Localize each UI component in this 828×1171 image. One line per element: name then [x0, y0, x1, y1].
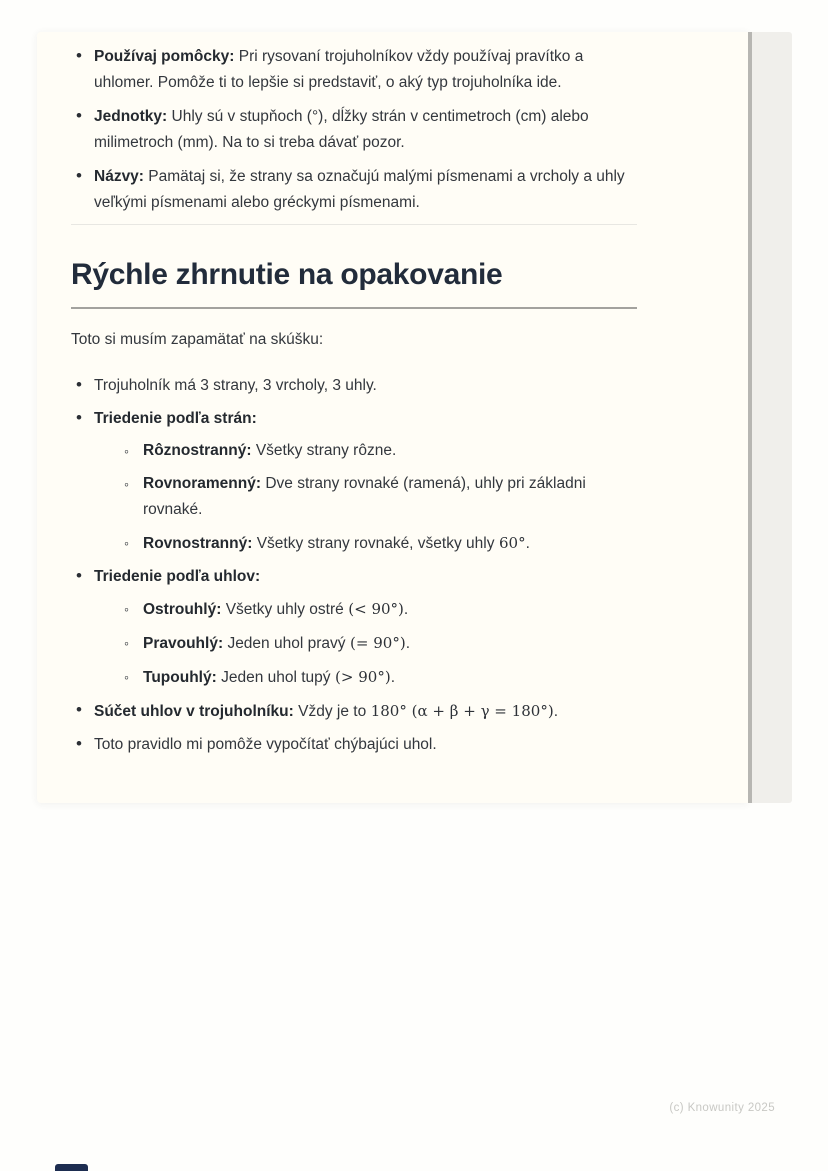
- list-item: [120, 471, 637, 523]
- section-divider: [71, 224, 637, 225]
- list-item: [120, 596, 637, 623]
- list-item: [120, 530, 637, 557]
- item-lead: Triedenie podľa uhlov:: [94, 568, 261, 585]
- page-title: Rýchle zhrnutie na opakovanie: [71, 258, 503, 291]
- item-text: .: [553, 703, 559, 720]
- item-lead: Ostrouhlý:: [143, 601, 222, 618]
- item-lead: Tupouhlý:: [143, 669, 217, 686]
- bottom-left-indicator[interactable]: [55, 1164, 88, 1171]
- item-text: Dve strany rovnaké (ramená), uhly pri základni rovnaké.: [143, 475, 586, 518]
- list-item: [71, 373, 637, 399]
- item-text: Pri rysovaní trojuholníkov vždy používaj pravítko a uhlomer. Pomôže ti to lepšie si predstaviť, o aký typ trojuholníka ide.: [94, 48, 584, 91]
- item-text: Všetky uhly ostré: [225, 601, 344, 618]
- math-expression: (< 90°): [348, 600, 404, 618]
- item-lead: Názvy:: [94, 168, 144, 185]
- item-text: Trojuholník má 3 strany, 3 vrcholy, 3 uhly.: [94, 377, 377, 394]
- math-expression: 180° (α + β + γ = 180°): [370, 702, 554, 720]
- document-page: [37, 32, 748, 803]
- math-expression: (> 90°): [335, 668, 391, 686]
- sub-list-angles: [120, 596, 637, 691]
- list-item: [71, 698, 637, 725]
- item-text: .: [525, 535, 530, 552]
- item-text: Jeden uhol pravý: [227, 635, 346, 652]
- item-text: Všetky strany rôzne.: [255, 442, 397, 459]
- item-text: Všetky strany rovnaké, všetky uhly: [256, 535, 495, 552]
- item-lead: Pravouhlý:: [143, 635, 224, 652]
- heading-rule: [71, 307, 637, 309]
- item-lead: Triedenie podľa strán:: [94, 410, 257, 427]
- item-lead: Rovnostranný:: [143, 535, 253, 552]
- intro-paragraph: Toto si musím zapamätať na skúšku:: [71, 331, 324, 348]
- list-item: [71, 104, 637, 156]
- item-text: .: [390, 669, 396, 686]
- item-lead: Súčet uhlov v trojuholníku:: [94, 703, 294, 720]
- list-item: [71, 164, 637, 216]
- item-text: Pamätaj si, že strany sa označujú malými písmenami a vrcholy a uhly veľkými písmenami alebo gréckymi písmenami.: [94, 168, 625, 211]
- item-text: .: [403, 601, 409, 618]
- tips-list: [71, 44, 637, 216]
- item-lead: Rovnoramenný:: [143, 475, 261, 492]
- list-item: [71, 44, 637, 96]
- item-lead: Používaj pomôcky:: [94, 48, 235, 65]
- item-text: Vždy je to: [298, 703, 367, 720]
- list-item: [71, 564, 637, 691]
- sub-list-sides: [120, 438, 637, 557]
- list-item: [71, 732, 637, 758]
- copyright-notice: (c) Knowunity 2025: [669, 1102, 775, 1114]
- list-item: [71, 406, 637, 557]
- item-lead: Jednotky:: [94, 108, 168, 125]
- math-expression: 60°: [498, 534, 526, 552]
- item-text: Toto pravidlo mi pomôže vypočítať chýbajúci uhol.: [94, 736, 437, 753]
- list-item: [120, 438, 637, 464]
- scrollbar-track[interactable]: [748, 32, 792, 803]
- item-text: Jeden uhol tupý: [221, 669, 331, 686]
- item-text: .: [405, 635, 410, 652]
- summary-list: [71, 373, 637, 758]
- item-text: Uhly sú v stupňoch (°), dĺžky strán v centimetroch (cm) alebo milimetroch (mm). Na to si treba dávať pozor.: [94, 108, 589, 151]
- list-item: [120, 630, 637, 657]
- list-item: [120, 664, 637, 691]
- math-expression: (= 90°): [350, 634, 406, 652]
- item-lead: Rôznostranný:: [143, 442, 252, 459]
